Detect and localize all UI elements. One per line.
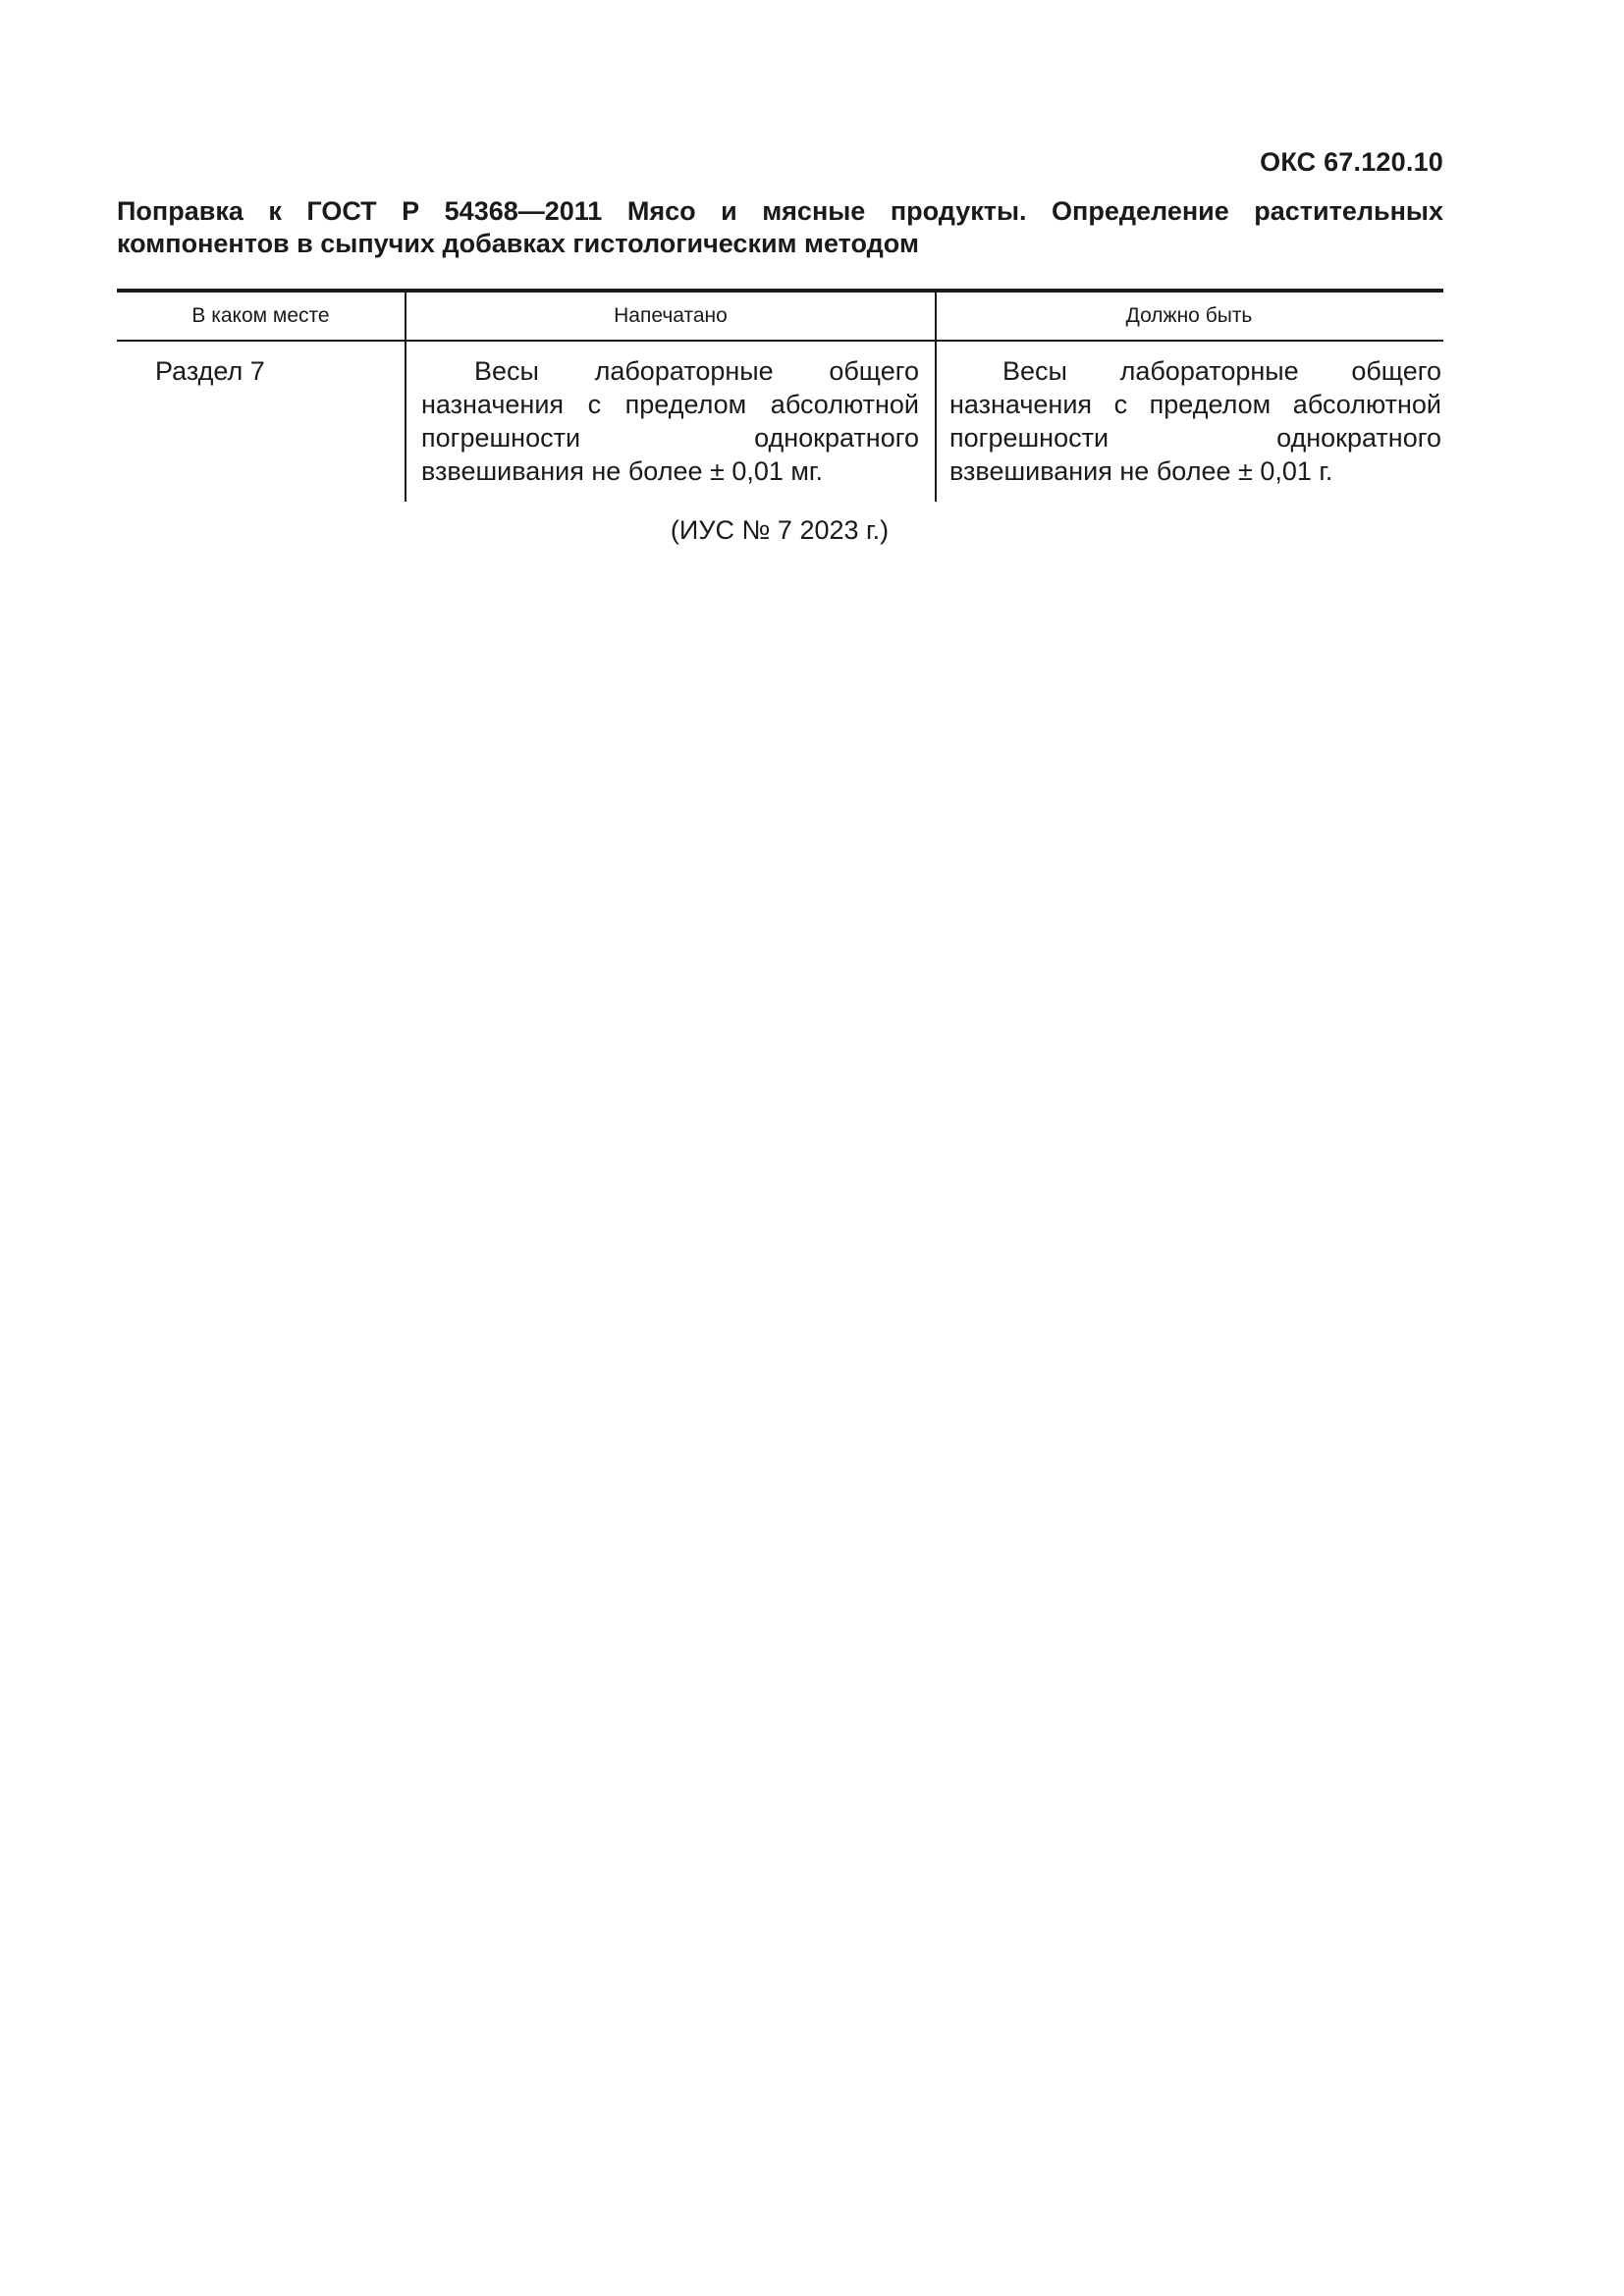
column-header-printed: Напечатано [405, 293, 935, 340]
column-header-where: В каком месте [191, 304, 330, 327]
amendment-table [117, 289, 1443, 502]
oks-code: ОКС 67.120.10 [1260, 147, 1443, 177]
cell-should-be: Весы лабораторные общего назначения с пределом абсолютной погрешности однократного взвешивания не более ± 0,01 г. [935, 342, 1441, 502]
cell-printed: Весы лабораторные общего назначения с пределом абсолютной погрешности однократного взвешивания не более ± 0,01 мг. [405, 342, 935, 502]
table-row [117, 342, 1443, 502]
document-title: Поправка к ГОСТ Р 54368—2011 Мясо и мясные продукты. Определение растительных компонентов в сыпучих добавках гистологическим методом [117, 196, 1443, 258]
table-header-row [117, 293, 1443, 342]
cell-where: Раздел 7 [155, 356, 265, 386]
ius-reference: (ИУС № 7 2023 г.) [670, 515, 890, 545]
column-header-should-be: Должно быть [935, 293, 1441, 340]
